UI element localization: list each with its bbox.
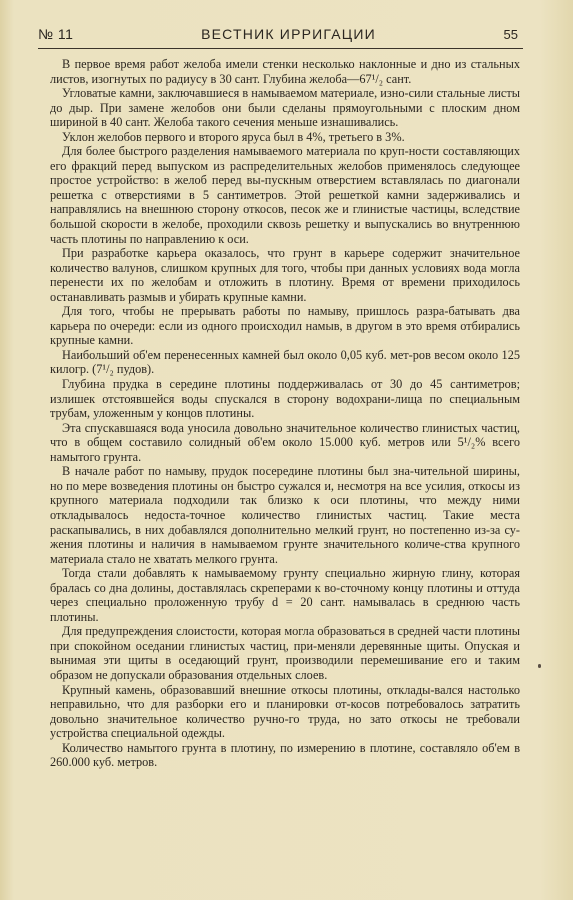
header-rule (38, 48, 523, 49)
paragraph: Для предупреждения слоистости, которая могла образоваться в средней части плотины при спокойном оседании глинистых частиц, при-меняли деревянные щиты. Опуская и вынимая эти щиты в оседающий грунт, производили перемешивание его и таким образом не допускали образования отдельных слоев. (50, 624, 520, 682)
paragraph: В первое время работ желоба имели стенки несколько наклонные и дно из стальных листов, изогнутых по радиусу в 30 сант. Глубина желоба—67¹/₂ сант. (50, 57, 520, 86)
paragraph: Тогда стали добавлять к намываемому грунту специально жирную глину, которая бралась со дна долины, доставлялась скреперами к во-сточному концу плотины и оттуда через специально проложенную трубу d = 20 сант. намывалась в среднюю часть плотины. (50, 566, 520, 624)
paragraph: Эта спускавшаяся вода уносила довольно значительное количество глинистых частиц, что в общем составило солидный об'ем около 15.000 куб. метров или 5¹/₂% всего намытого грунта. (50, 420, 520, 464)
page-header (38, 22, 518, 46)
paragraph: В начале работ по намыву, прудок посередине плотины был зна-чительной ширины, но по мере возведения плотины он быстро сужался и, несмотря на все усилия, откосы из крупного материала подходили так близко к оси плотины, что между ними откладывалось недоста-точное количество глинистых частиц. Такие места раскапывались, в них добавлялся дополнительно мелкий грунт, но постепенно из-за су-жения плотины и наличия в намываемом грунте значительного количе-ства крупного материала стало не хватать мелкого грунта. (50, 464, 520, 566)
paragraph: Угловатые камни, заключавшиеся в намываемом материале, изно-сили стальные листы до дыр. При замене желобов они были сделаны прямоугольными с плоским дном шириной в 40 сант. Желоба такого сечения меньше изнашивались. (50, 86, 520, 130)
journal-title: ВЕСТНИК ИРРИГАЦИИ (201, 26, 376, 42)
paragraph: При разработке карьера оказалось, что грунт в карьере содержит значительное количество валунов, слишком крупных для того, чтобы при данных условиях вода могла перенести их по желобам и отложить в плотину. Время от времени приходилось останавливать размыв и убирать крупные камни. (50, 246, 520, 304)
paragraph: Для того, чтобы не прерывать работы по намыву, пришлось разра-батывать два карьера по очереди: если из одного происходил намыв, в другом в это время отбирались крупные камни. (50, 304, 520, 348)
article-body (50, 57, 520, 770)
paragraph: Наибольший об'ем перенесенных камней был около 0,05 куб. мет-ров весом около 125 килогр. (7¹/₂ пудов). (50, 347, 520, 377)
paragraph: Для более быстрого разделения намываемого материала по круп-ности составляющих его фракций перед выпуском из распределительных желобов применялось следующее простое устройство: в желоб перед вы-пускным отверстием вставлялась по диагонали решетка с отверстиями в 5 сантиметров. Этой решеткой камни задерживались и направлялись на внешнюю сторону откосов, песок же и глинистые частицы, вследствие большой скорости в желобе, проходили сквозь решетку и выпускались во внутреннюю часть плотины по направлению к оси. (50, 144, 520, 246)
page-number: 55 (503, 26, 518, 42)
paragraph: Количество намытого грунта в плотину, по измерению в плотине, составляло об'ем в 260.000 куб. метров. (50, 740, 520, 770)
paragraph: Крупный камень, образовавший внешние откосы плотины, отклады-вался настолько неправильно, что для разборки его и планировки от-косов потребовалось затратить довольно значительное количество ручно-го труда, но зато откосы не требовали устройства специальной одежды. (50, 682, 520, 741)
margin-mark (538, 664, 541, 668)
paragraph: Глубина прудка в середине плотины поддерживалась от 30 до 45 сантиметров; излишек отстоявшейся воды спускался в сторону водохрани-лища по специальным трубам, уложенным у концов плотины. (50, 377, 520, 421)
issue-number: № 11 (38, 26, 74, 42)
paragraph: Уклон желобов первого и второго яруса был в 4%, третьего в 3%. (62, 129, 405, 144)
